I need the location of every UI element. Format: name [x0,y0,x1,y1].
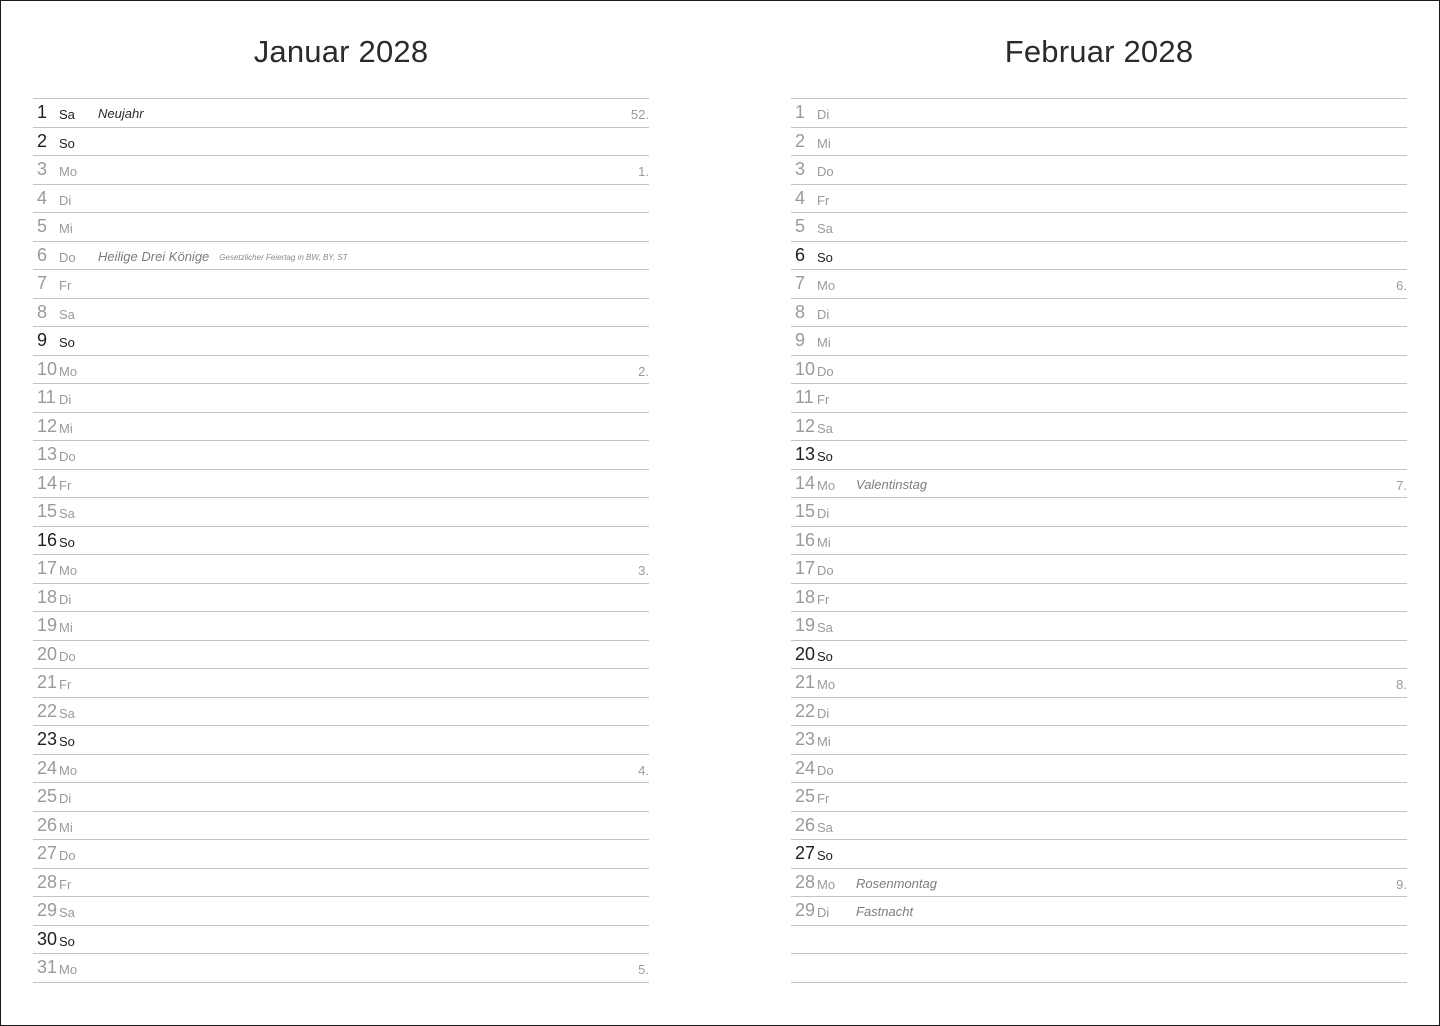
day-row [791,925,1407,954]
day-number: 28 [37,871,58,892]
weekday-label: Mi [59,221,73,236]
day-row [791,412,1407,441]
day-number: 24 [795,757,816,778]
day-row [791,212,1407,241]
day-row [33,811,649,840]
weekday-label: So [59,734,75,749]
day-row [33,640,649,669]
weekday-label: So [59,135,75,151]
day-row [33,383,649,412]
week-number: 3. [638,563,649,578]
day-row [791,782,1407,811]
day-number: 1 [795,102,806,122]
day-row [33,98,649,127]
day-number: 15 [37,501,58,521]
weekday-label: Mo [817,477,836,493]
day-number: 9 [795,330,806,350]
weekday-label: Sa [59,905,75,920]
weekday-label: Mo [817,876,836,892]
day-row [33,155,649,184]
day-row [33,668,649,697]
weekday-label: Mo [59,762,78,778]
month-title: Januar 2028 [253,34,429,69]
weekday-label: Mi [817,734,831,749]
day-row [33,526,649,555]
weekday-label: Fr [817,791,830,806]
holiday-name: Heilige Drei Könige [98,248,210,264]
weekday-label: Di [59,591,72,607]
weekday-label: Sa [817,221,833,236]
day-number: 10 [795,358,816,379]
day-number: 3 [37,159,48,179]
day-number: 17 [37,558,58,578]
weekday-label: Do [817,164,834,179]
day-number: 11 [795,387,814,407]
day-number: 26 [37,814,58,835]
day-number: 30 [37,928,58,949]
holiday-label [856,876,937,891]
holiday-label [856,477,927,492]
day-number: 16 [795,529,816,550]
holiday-name: Rosenmontag [856,875,937,891]
day-number: 29 [37,900,58,920]
day-row [791,440,1407,469]
weekday-label: Mo [59,962,78,977]
day-row [33,782,649,811]
day-number: 31 [37,957,58,977]
day-number: 19 [795,615,816,635]
weekday-label: Di [817,705,830,721]
week-number: 9. [1396,876,1407,892]
weekday-label: Do [59,449,76,464]
day-number: 16 [37,529,58,550]
day-number: 29 [795,900,816,920]
day-number: 10 [37,358,58,379]
day-number: 18 [795,586,816,607]
weekday-label: Di [59,192,72,208]
day-row [791,241,1407,270]
weekday-label: Mi [59,420,73,436]
weekday-label: Di [59,791,72,806]
day-number: 2 [37,130,48,151]
day-number: 20 [37,643,58,664]
weekday-label: Mi [59,620,73,635]
weekday-label: Di [817,506,830,521]
day-row [791,583,1407,612]
day-row [791,469,1407,498]
weekday-label: Do [817,762,834,778]
weekday-label: Sa [59,306,75,322]
week-number: 52. [630,107,649,122]
holiday-note: Gesetzlicher Feiertag in BW, BY, ST [219,252,348,262]
weekday-label: Mo [817,278,836,293]
week-number: 1. [638,164,649,179]
week-number: 5. [638,962,649,977]
day-row [33,925,649,954]
weekday-label: Mo [59,363,78,379]
day-number: 12 [37,415,58,436]
day-number: 13 [795,444,816,464]
day-number: 12 [795,415,816,436]
weekday-label: Mo [817,677,836,692]
day-row [33,725,649,754]
day-number: 2 [795,130,806,151]
day-row [33,896,649,925]
weekday-label: Fr [59,477,72,493]
day-row [791,839,1407,868]
holiday-name: Fastnacht [856,904,914,919]
weekday-label: So [817,449,833,464]
holiday-label [856,904,913,919]
day-row [791,184,1407,213]
week-number: 4. [638,762,649,778]
weekday-label: Do [59,648,76,664]
day-number: 19 [37,615,58,635]
day-number: 27 [795,843,816,863]
weekday-label: So [817,249,833,265]
day-row [791,754,1407,783]
day-number: 24 [37,757,58,778]
day-row [791,611,1407,640]
day-row [33,583,649,612]
day-row [791,497,1407,526]
weekday-label: Sa [59,107,75,122]
weekday-label: Fr [59,677,72,692]
day-row [33,611,649,640]
day-row [791,554,1407,583]
day-row [791,640,1407,669]
day-row [791,697,1407,726]
weekday-label: Fr [59,876,72,892]
day-row [791,383,1407,412]
weekday-label: So [59,933,75,949]
day-number: 15 [795,501,816,521]
day-number: 28 [795,871,816,892]
weekday-label: Do [817,363,834,379]
day-row [791,155,1407,184]
weekday-label: Mi [59,819,73,835]
day-number: 21 [795,672,816,692]
day-row [33,554,649,583]
week-number: 7. [1396,477,1407,493]
day-number: 13 [37,444,58,464]
day-row [33,184,649,213]
weekday-label: Sa [817,620,833,635]
day-row [33,269,649,298]
weekday-label: Mi [817,135,831,151]
day-row [33,355,649,384]
week-number: 2. [638,363,649,379]
weekday-label: Sa [817,420,833,436]
day-row [791,98,1407,127]
day-number: 9 [37,330,48,350]
day-row [33,497,649,526]
weekday-label: Do [817,563,834,578]
day-number: 22 [37,700,58,721]
weekday-label: Fr [817,392,830,407]
day-number: 26 [795,814,816,835]
day-row [791,811,1407,840]
day-number: 3 [795,159,806,179]
weekday-label: Sa [59,506,75,521]
day-row [33,839,649,868]
day-number: 21 [37,672,58,692]
day-number: 25 [37,786,58,806]
day-row [33,212,649,241]
weekday-label: Mi [817,534,831,550]
weekday-label: Di [59,392,72,407]
weekday-label: Do [59,249,76,265]
day-number: 22 [795,700,816,721]
day-row [791,725,1407,754]
day-number: 7 [795,273,806,293]
day-number: 4 [795,187,806,208]
weekday-label: Di [817,306,830,322]
day-number: 5 [795,216,806,236]
weekday-label: Sa [817,819,833,835]
day-row [791,526,1407,555]
week-number: 8. [1396,677,1407,692]
day-number: 18 [37,586,58,607]
holiday-label [98,106,144,121]
weekday-label: Do [59,848,76,863]
day-list [791,98,1407,983]
day-row [33,127,649,156]
holiday-name: Valentinstag [856,476,928,492]
day-row [791,298,1407,327]
day-row [33,412,649,441]
day-number: 23 [37,729,58,749]
month-title: Februar 2028 [1004,34,1194,69]
holiday-label [98,249,348,264]
day-row [33,754,649,783]
day-number: 4 [37,187,48,208]
day-row [33,241,649,270]
weekday-label: Mi [817,335,831,350]
day-row [791,953,1407,983]
day-row [791,668,1407,697]
weekday-label: Di [817,905,830,920]
day-row [791,896,1407,925]
day-number: 27 [37,843,58,863]
day-row [791,868,1407,897]
day-number: 23 [795,729,816,749]
day-row [33,953,649,983]
weekday-label: Mo [59,563,78,578]
day-number: 5 [37,216,48,236]
day-number: 14 [795,472,816,493]
weekday-label: Mo [59,164,78,179]
day-number: 6 [37,244,48,265]
day-row [33,440,649,469]
day-number: 11 [37,387,56,407]
day-row [33,469,649,498]
day-row [791,127,1407,156]
day-row [791,326,1407,355]
weekday-label: Fr [817,192,830,208]
day-number: 6 [795,244,806,265]
day-row [33,868,649,897]
weekday-label: So [59,534,75,550]
weekday-label: Fr [59,278,72,293]
holiday-name: Neujahr [98,106,144,121]
day-row [33,326,649,355]
weekday-label: So [59,335,75,350]
day-row [33,298,649,327]
day-number: 14 [37,472,58,493]
day-number: 17 [795,558,816,578]
day-number: 20 [795,643,816,664]
day-list [33,98,649,983]
weekday-label: Fr [817,591,830,607]
day-number: 8 [795,301,806,322]
weekday-label: So [817,848,833,863]
weekday-label: So [817,648,833,664]
day-number: 8 [37,301,48,322]
day-number: 1 [37,102,48,122]
day-number: 7 [37,273,48,293]
day-row [791,355,1407,384]
weekday-label: Di [817,107,830,122]
day-row [33,697,649,726]
weekday-label: Sa [59,705,75,721]
day-row [791,269,1407,298]
day-number: 25 [795,786,816,806]
week-number: 6. [1396,278,1407,293]
